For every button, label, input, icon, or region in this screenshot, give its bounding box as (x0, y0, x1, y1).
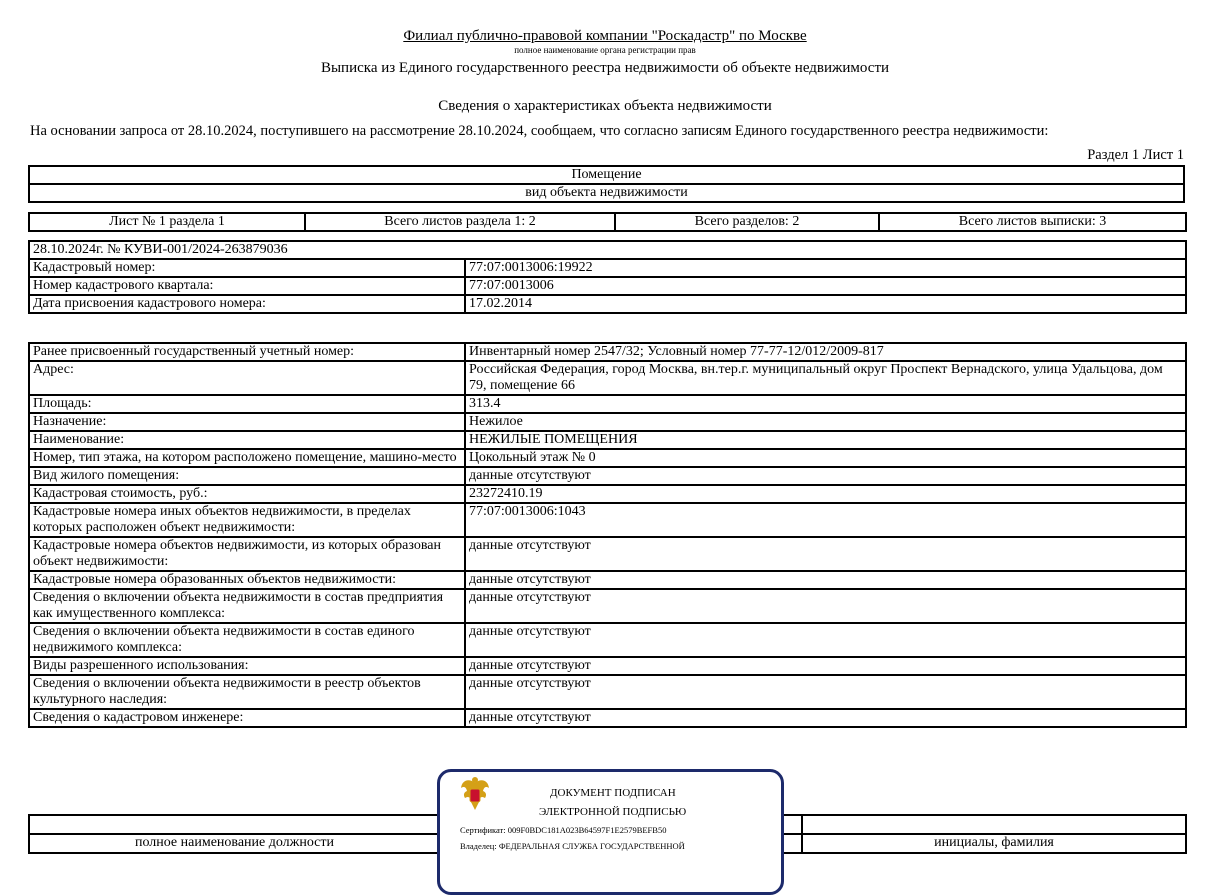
table-row (29, 571, 1186, 589)
field-label: Сведения о кадастровом инженере: (29, 709, 465, 727)
field-label: Сведения о включении объекта недвижимости в состав единого недвижимого комплекса: (29, 623, 465, 657)
field-value: 77:07:0013006:19922 (465, 259, 1186, 277)
field-value: Российская Федерация, город Москва, вн.тер.г. муниципальный округ Проспект Вернадского, улица Удальцова, дом 79, помещение 66 (465, 361, 1186, 395)
field-value: 77:07:0013006 (465, 277, 1186, 295)
table-row (29, 343, 1186, 361)
field-label: Кадастровые номера образованных объектов недвижимости: (29, 571, 465, 589)
stamp-line-2: ЭЛЕКТРОННОЙ ПОДПИСЬЮ (539, 806, 687, 818)
section-title: Сведения о характеристиках объекта недвижимости (438, 98, 772, 114)
organization-name: Филиал публично-правовой компании "Роскадастр" по Москве (403, 28, 807, 44)
object-type-table (28, 165, 1185, 203)
field-value: Цокольный этаж № 0 (465, 449, 1186, 467)
electronic-signature-stamp (437, 769, 784, 895)
table-row (29, 467, 1186, 485)
table-row (29, 503, 1186, 537)
document-title: Выписка из Единого государственного реестра недвижимости об объекте недвижимости (320, 60, 890, 76)
request-basis-text: На основании запроса от 28.10.2024, поступившего на рассмотрение 28.10.2024, сообщаем, что согласно записям Единого государственного реестра недвижимости: (30, 123, 1049, 139)
total-sheets-section: Всего листов раздела 1: 2 (305, 213, 615, 231)
field-label: Виды разрешенного использования: (29, 657, 465, 675)
table-row (29, 449, 1186, 467)
stamp-owner: Владелец: ФЕДЕРАЛЬНАЯ СЛУЖБА ГОСУДАРСТВЕННОЙ (460, 841, 685, 851)
total-sheets-extract: Всего листов выписки: 3 (879, 213, 1186, 231)
table-row (29, 589, 1186, 623)
field-label: Кадастровые номера объектов недвижимости, из которых образован объект недвижимости: (29, 537, 465, 571)
table-row (29, 485, 1186, 503)
position-caption: полное наименование должности (29, 834, 440, 853)
field-value: Нежилое (465, 413, 1186, 431)
field-label: Наименование: (29, 431, 465, 449)
organization-caption: полное наименование органа регистрации прав (514, 45, 696, 55)
request-number: 28.10.2024г. № КУВИ-001/2024-263879036 (29, 241, 1186, 259)
table-row (29, 413, 1186, 431)
field-value: НЕЖИЛЫЕ ПОМЕЩЕНИЯ (465, 431, 1186, 449)
table-row (29, 675, 1186, 709)
object-type-value: Помещение (29, 166, 1184, 184)
coat-of-arms-icon (460, 775, 490, 815)
field-value: данные отсутствуют (465, 657, 1186, 675)
field-value: данные отсутствуют (465, 571, 1186, 589)
initials-caption: инициалы, фамилия (802, 834, 1186, 853)
field-label: Сведения о включении объекта недвижимости в реестр объектов культурного наследия: (29, 675, 465, 709)
sheets-info-table (28, 212, 1187, 232)
field-value: 313.4 (465, 395, 1186, 413)
page-mark: Раздел 1 Лист 1 (1087, 147, 1184, 163)
table-row (29, 623, 1186, 657)
table-row (29, 395, 1186, 413)
stamp-line-1: ДОКУМЕНТ ПОДПИСАН (550, 787, 676, 799)
field-label: Площадь: (29, 395, 465, 413)
field-value: Инвентарный номер 2547/32; Условный номер 77-77-12/012/2009-817 (465, 343, 1186, 361)
field-label: Сведения о включении объекта недвижимости в состав предприятия как имущественного комплекса: (29, 589, 465, 623)
table-row (29, 657, 1186, 675)
sheet-number: Лист № 1 раздела 1 (29, 213, 305, 231)
table-row (29, 361, 1186, 395)
table-row (29, 295, 1186, 313)
field-label: Кадастровые номера иных объектов недвижимости, в пределах которых расположен объект недвижимости: (29, 503, 465, 537)
field-label: Номер кадастрового квартала: (29, 277, 465, 295)
table-row (29, 431, 1186, 449)
field-value: 77:07:0013006:1043 (465, 503, 1186, 537)
field-value: 17.02.2014 (465, 295, 1186, 313)
field-label: Кадастровый номер: (29, 259, 465, 277)
properties-table (28, 342, 1187, 728)
total-sections: Всего разделов: 2 (615, 213, 879, 231)
field-value: данные отсутствуют (465, 675, 1186, 709)
stamp-certificate: Сертификат: 009F0BDC181A023B64597F1E2579BEFB50 (460, 825, 667, 835)
table-row (29, 259, 1186, 277)
field-value: 23272410.19 (465, 485, 1186, 503)
field-label: Вид жилого помещения: (29, 467, 465, 485)
object-type-caption: вид объекта недвижимости (29, 184, 1184, 202)
field-label: Кадастровая стоимость, руб.: (29, 485, 465, 503)
field-value: данные отсутствуют (465, 467, 1186, 485)
field-label: Назначение: (29, 413, 465, 431)
field-value: данные отсутствуют (465, 623, 1186, 657)
field-value: данные отсутствуют (465, 589, 1186, 623)
field-label: Дата присвоения кадастрового номера: (29, 295, 465, 313)
table-row (29, 709, 1186, 727)
field-value: данные отсутствуют (465, 709, 1186, 727)
table-row (29, 277, 1186, 295)
field-value: данные отсутствуют (465, 537, 1186, 571)
field-label: Номер, тип этажа, на котором расположено помещение, машино-место (29, 449, 465, 467)
identification-table (28, 240, 1187, 314)
field-label: Адрес: (29, 361, 465, 395)
table-row (29, 537, 1186, 571)
field-label: Ранее присвоенный государственный учетный номер: (29, 343, 465, 361)
